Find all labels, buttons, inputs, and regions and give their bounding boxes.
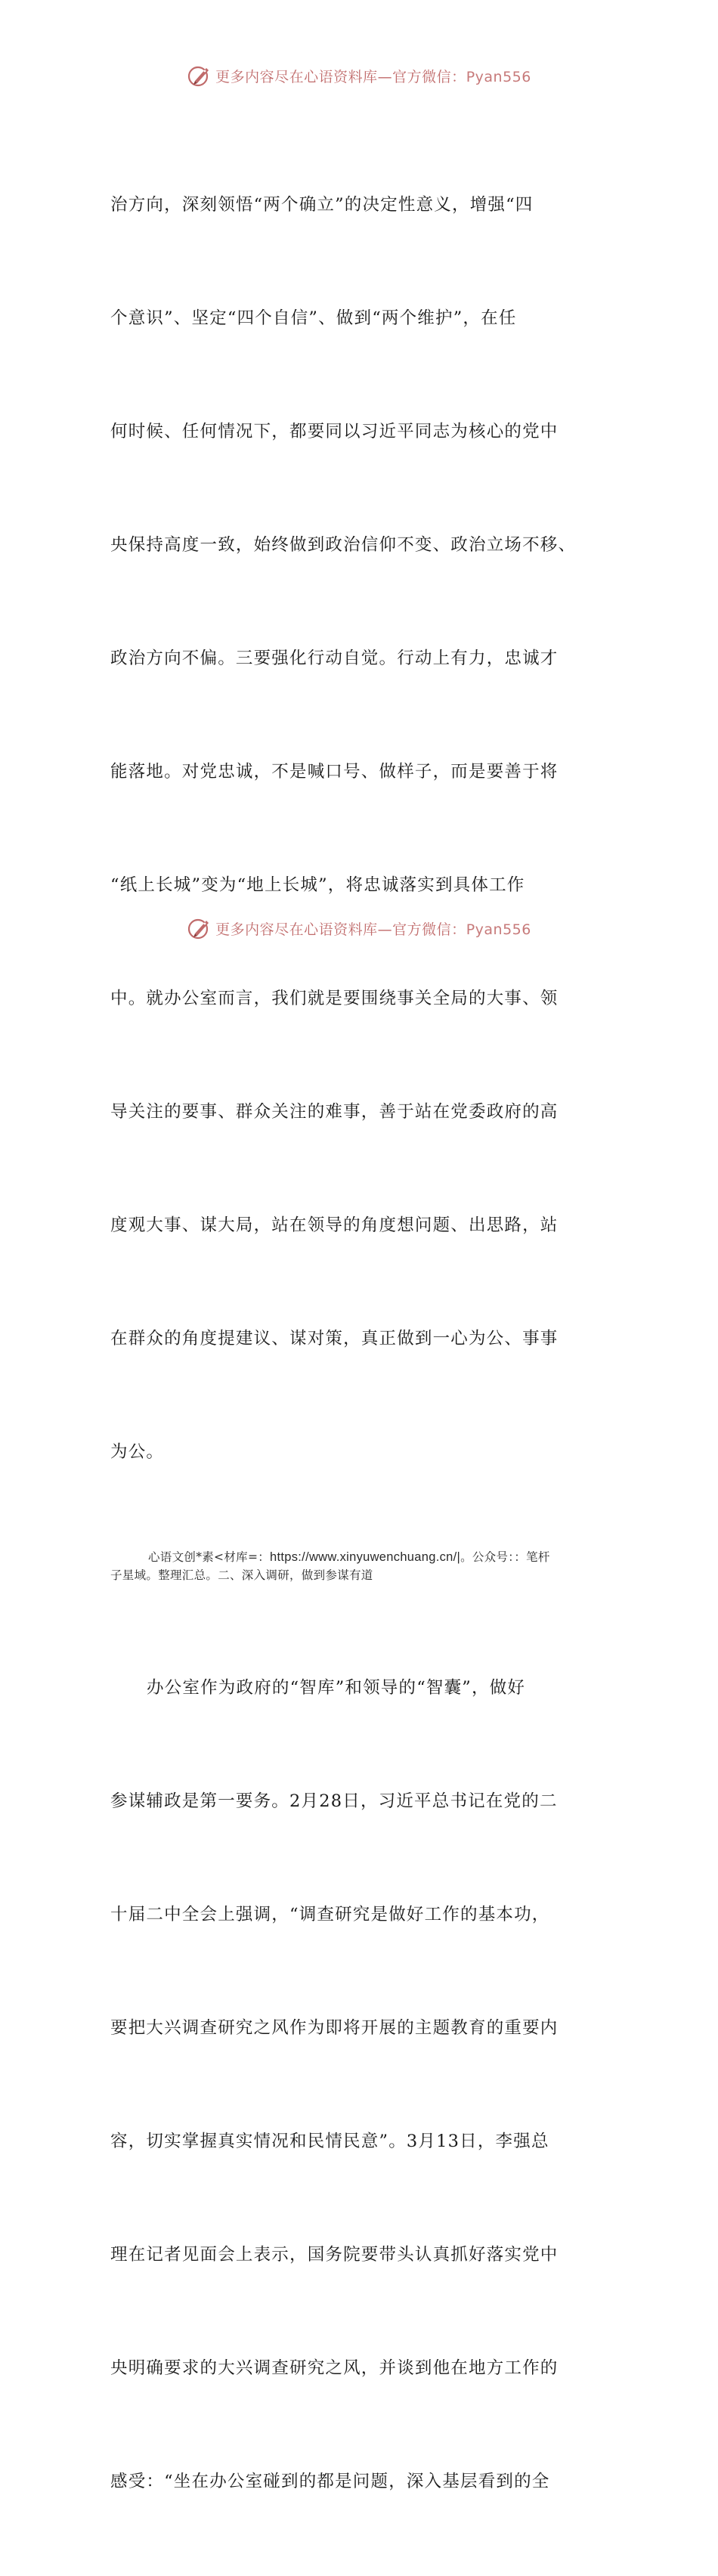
banner-dash: — — [377, 68, 393, 85]
text-line: 央保持高度一致，始终做到政治信仰不变、政治立场不移、 — [110, 535, 577, 555]
text-line: 央明确要求的大兴调查研究之风，并谈到他在地方工作的 — [110, 2358, 559, 2378]
source-note — [110, 1548, 609, 1584]
banner-wechat-handle: Pyan556 — [466, 68, 531, 85]
banner-wechat-handle: Pyan556 — [466, 921, 531, 938]
text-line: 感受：“坐在办公室碰到的都是问题，深入基层看到的全 — [110, 2472, 550, 2491]
text-line: 十届二中全会上强调，“调查研究是做好工作的基本功， — [110, 1905, 550, 1924]
document-body — [110, 110, 609, 2576]
banner-text — [215, 66, 531, 86]
text-line: 能落地。对党忠诚，不是喊口号、做样子，而是要善于将 — [110, 762, 559, 782]
banner-site-name: 更多内容尽在心语资料库 — [215, 921, 378, 938]
text-line: 参谋辅政是第一要务。2月28日，习近平总书记在党的二 — [110, 1791, 558, 1811]
text-line: 办公室作为政府的“智库”和领导的“智囊”，做好 — [147, 1678, 526, 1698]
header-banner — [0, 60, 718, 91]
text-line: 治方向，深刻领悟“两个确立”的决定性意义，增强“四 — [110, 195, 534, 215]
source-note-prefix: 心语文创*素<材库=： — [148, 1550, 271, 1564]
banner-official-label: 官方微信： — [392, 68, 466, 85]
banner-dash: — — [377, 921, 393, 938]
source-url-link[interactable]: https://www.xinyuwenchuang.cn/| — [270, 1550, 461, 1564]
text-line: 何时候、任何情况下，都要同以习近平同志为核心的党中 — [110, 422, 559, 441]
source-note-suffix: 。公众号：：笔杆 — [460, 1550, 550, 1564]
paragraph-2 — [110, 1593, 609, 2576]
text-line: 政治方向不偏。三要强化行动自觉。行动上有力，忠诚才 — [110, 649, 559, 668]
banner-text — [215, 918, 531, 939]
paragraph-1 — [110, 110, 609, 1547]
pen-nib-logo-icon — [187, 915, 212, 941]
text-line: 为公。 — [110, 1442, 165, 1462]
source-note-line-2: 子星域。整理汇总。二、深入调研，做到参谋有道 — [110, 1568, 373, 1582]
source-note-line-1 — [110, 1548, 609, 1566]
text-line: 理在记者见面会上表示，国务院要带头认真抓好落实党中 — [110, 2245, 559, 2265]
text-line: 度观大事、谋大局，站在领导的角度想问题、出思路，站 — [110, 1215, 559, 1235]
pen-nib-logo-icon — [187, 63, 212, 88]
text-line: 在群众的角度提建议、谋对策，真正做到一心为公、事事 — [110, 1329, 559, 1348]
text-line: 要把大兴调查研究之风作为即将开展的主题教育的重要内 — [110, 2018, 559, 2038]
banner-official-label: 官方微信： — [392, 921, 466, 938]
text-line: “纸上长城”变为“地上长城”，将忠诚落实到具体工作 — [110, 875, 525, 895]
banner-site-name: 更多内容尽在心语资料库 — [215, 68, 378, 85]
text-line: 导关注的要事、群众关注的难事，善于站在党委政府的高 — [110, 1102, 559, 1122]
text-line: 中。就办公室而言，我们就是要围绕事关全局的大事、领 — [110, 989, 559, 1008]
text-line: 容，切实掌握真实情况和民情民意”。3月13日，李强总 — [110, 2132, 549, 2151]
text-line: 个意识”、坚定“四个自信”、做到“两个维护”，在任 — [110, 308, 517, 328]
footer-banner — [0, 913, 718, 943]
